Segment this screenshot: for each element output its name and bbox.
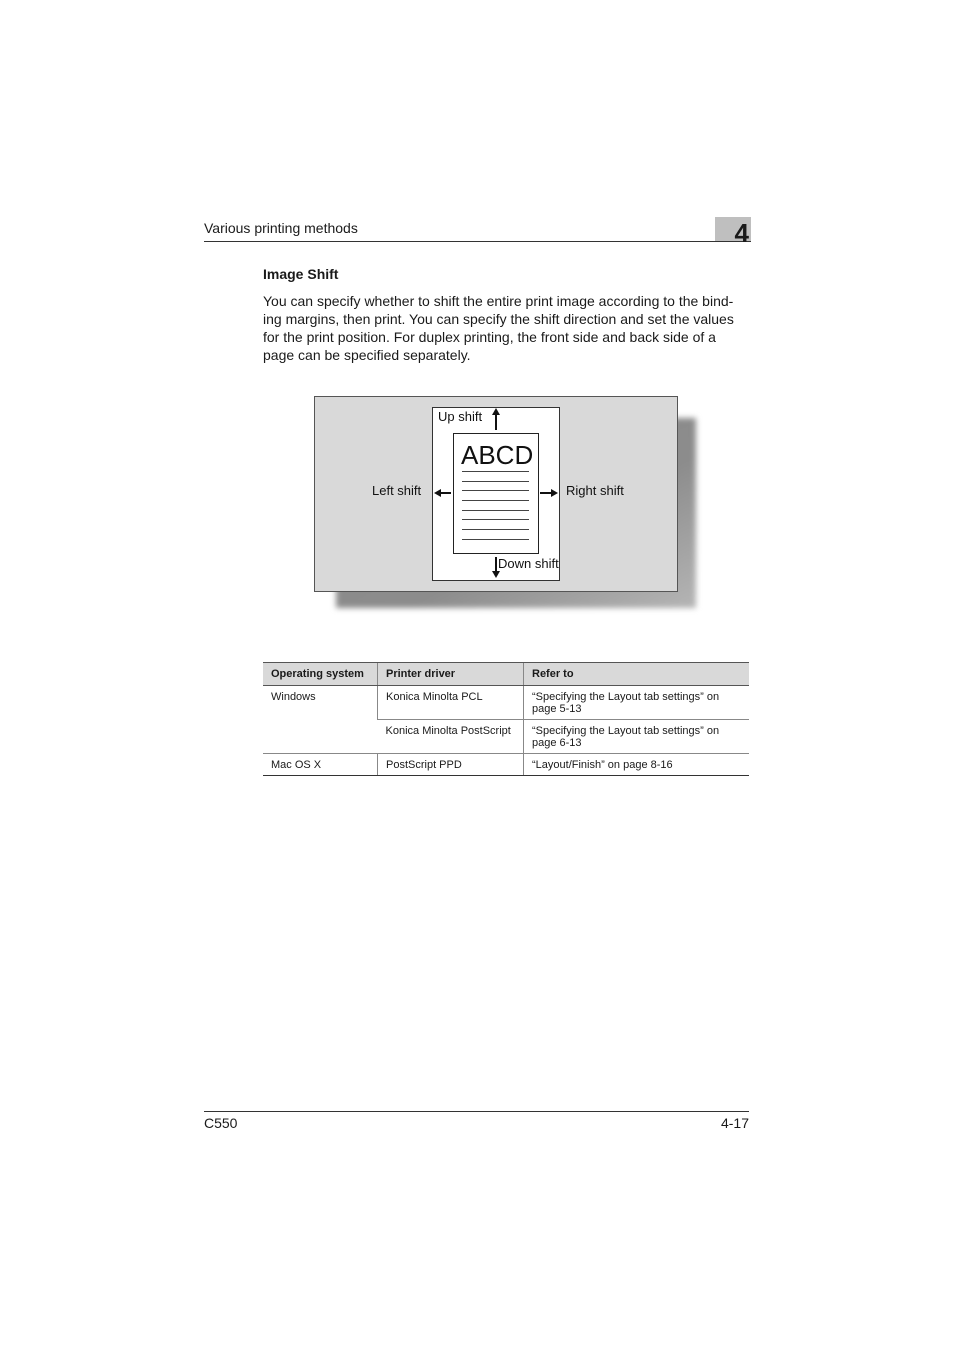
running-header-title: Various printing methods — [204, 220, 358, 236]
table-cell-refer: “Specifying the Layout tab settings” on page 6-13 — [524, 720, 750, 754]
footer-page-number: 4-17 — [720, 1115, 749, 1131]
table-header-row — [263, 663, 749, 686]
left-shift-label: Left shift — [372, 483, 422, 498]
reference-table — [263, 662, 749, 776]
section-title: Image Shift — [263, 266, 339, 282]
up-arrow-icon — [492, 408, 500, 430]
down-shift-label: Down shift — [498, 556, 559, 571]
chapter-number: 4 — [734, 218, 749, 248]
up-shift-label: Up shift — [438, 409, 483, 424]
print-image-text: ABCD — [461, 440, 534, 470]
table-cell-driver: PostScript PPD — [378, 754, 524, 776]
table-cell-driver: Konica Minolta PostScript — [378, 720, 524, 754]
table-cell-os: Mac OS X — [263, 754, 378, 776]
right-arrow-icon — [540, 489, 558, 497]
section-body-text: You can specify whether to shift the entire print image according to the bind- ing margins, then print. You can specify the shift direction and set the values for the print position. For duplex printing, the front side and back side of a page can be specified separately. — [263, 293, 734, 363]
right-shift-label: Right shift — [566, 483, 624, 498]
table-cell-driver: Konica Minolta PCL — [378, 686, 524, 720]
table-row — [263, 686, 749, 720]
table-cell-refer: “Layout/Finish” on page 8-16 — [524, 754, 750, 776]
table-row — [263, 754, 749, 776]
left-arrow-icon — [434, 489, 451, 497]
footer-rule — [204, 1111, 749, 1112]
column-header-operating-system: Operating system — [263, 663, 378, 686]
table-cell-refer: “Specifying the Layout tab settings” on page 5-13 — [524, 686, 750, 720]
footer-model: C550 — [204, 1115, 238, 1131]
column-header-printer-driver: Printer driver — [378, 663, 524, 686]
table-cell-os: Windows — [263, 686, 378, 754]
column-header-refer-to: Refer to — [524, 663, 750, 686]
